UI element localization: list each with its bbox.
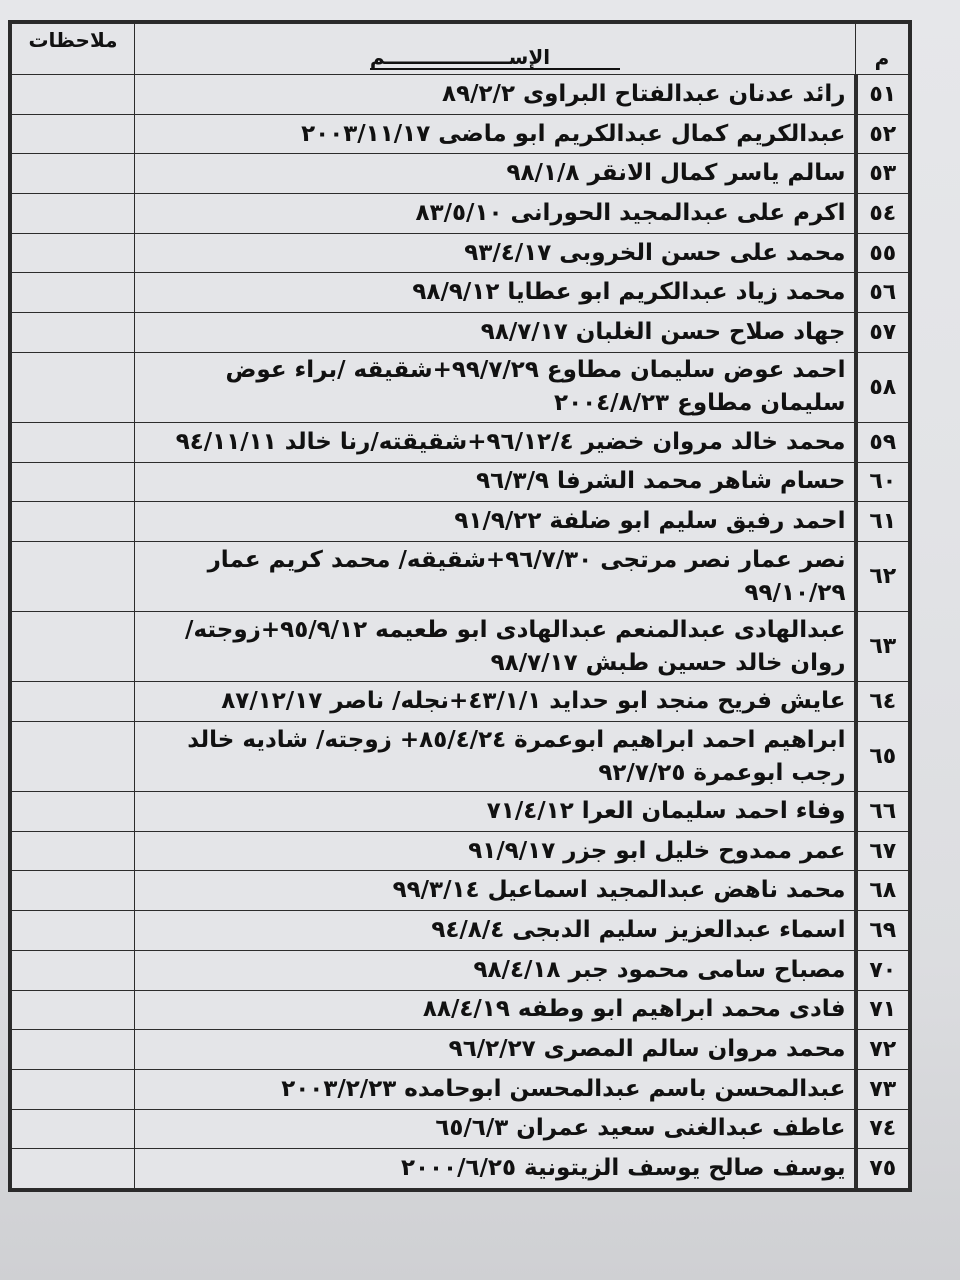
row-name: نصر عمار نصر مرتجى ٩٦/٧/٣٠+شقيقه/ محمد كريم عمار ٩٩/١٠/٢٩ — [135, 541, 856, 611]
row-number: ٥٩ — [856, 422, 909, 462]
row-name: عايش فريح منجد ابو حدايد ٤٣/١/١+نجله/ ناصر ٨٧/١٢/١٧ — [135, 682, 856, 722]
row-notes — [12, 1069, 135, 1109]
row-name: محمد خالد مروان خضير ٩٦/١٢/٤+شقيقته/رنا خالد ٩٤/١١/١١ — [135, 422, 856, 462]
row-number: ٥٢ — [856, 114, 909, 154]
row-number: ٧٣ — [856, 1069, 909, 1109]
row-name: ابراهيم احمد ابراهيم ابوعمرة ٨٥/٤/٢٤+ زوجته/ شاديه خالد رجب ابوعمرة ٩٢/٧/٢٥ — [135, 721, 856, 791]
row-name: محمد على حسن الخروبى ٩٣/٤/١٧ — [135, 233, 856, 273]
table-row — [12, 352, 909, 422]
header-name-label: الإســــــــــــــــــم — [370, 46, 620, 70]
row-name: حسام شاهر محمد الشرفا ٩٦/٣/٩ — [135, 462, 856, 502]
row-notes — [12, 1149, 135, 1189]
table-row — [12, 313, 909, 353]
row-number: ٧٠ — [856, 950, 909, 990]
table-row — [12, 462, 909, 502]
table-row — [12, 154, 909, 194]
row-name: عبدالهادى عبدالمنعم عبدالهادى ابو طعيمه ٩٥/٩/١٢+زوجته/ روان خالد حسين طبش ٩٨/٧/١٧ — [135, 612, 856, 682]
row-notes — [12, 352, 135, 422]
row-notes — [12, 990, 135, 1030]
row-notes — [12, 682, 135, 722]
row-notes — [12, 911, 135, 951]
row-number: ٦٤ — [856, 682, 909, 722]
row-number: ٥٦ — [856, 273, 909, 313]
table-row — [12, 871, 909, 911]
row-notes — [12, 871, 135, 911]
table-row — [12, 422, 909, 462]
row-number: ٧١ — [856, 990, 909, 1030]
table-row — [12, 502, 909, 542]
names-table — [11, 23, 909, 1189]
row-name: فادى محمد ابراهيم ابو وطفه ٨٨/٤/١٩ — [135, 990, 856, 1030]
table-row — [12, 990, 909, 1030]
table-row — [12, 612, 909, 682]
row-name: رائد عدنان عبدالفتاح البراوى ٨٩/٢/٢ — [135, 75, 856, 115]
row-number: ٧٥ — [856, 1149, 909, 1189]
row-number: ٥٧ — [856, 313, 909, 353]
row-notes — [12, 950, 135, 990]
table-row — [12, 75, 909, 115]
row-notes — [12, 462, 135, 502]
row-number: ٦٨ — [856, 871, 909, 911]
table-row — [12, 233, 909, 273]
row-notes — [12, 831, 135, 871]
row-name: يوسف صالح يوسف الزيتونية ٢٠٠٠/٦/٢٥ — [135, 1149, 856, 1189]
row-notes — [12, 114, 135, 154]
row-name: عاطف عبدالغنى سعيد عمران ٦٥/٦/٣ — [135, 1109, 856, 1149]
row-notes — [12, 1030, 135, 1070]
row-number: ٦٥ — [856, 721, 909, 791]
table-row — [12, 273, 909, 313]
row-notes — [12, 194, 135, 234]
row-number: ٥٥ — [856, 233, 909, 273]
row-number: ٧٢ — [856, 1030, 909, 1070]
row-name: سالم ياسر كمال الانقر ٩٨/١/٨ — [135, 154, 856, 194]
row-number: ٦٩ — [856, 911, 909, 951]
row-number: ٥١ — [856, 75, 909, 115]
row-name: محمد ناهض عبدالمجيد اسماعيل ٩٩/٣/١٤ — [135, 871, 856, 911]
row-name: محمد مروان سالم المصرى ٩٦/٢/٢٧ — [135, 1030, 856, 1070]
row-name: عبدالكريم كمال عبدالكريم ابو ماضى ٢٠٠٣/١١/١٧ — [135, 114, 856, 154]
row-number: ٦٣ — [856, 612, 909, 682]
table-row — [12, 1069, 909, 1109]
table-row — [12, 114, 909, 154]
table-row — [12, 1109, 909, 1149]
table-row — [12, 950, 909, 990]
header-number: م — [856, 24, 909, 75]
row-notes — [12, 273, 135, 313]
table-row — [12, 831, 909, 871]
table-row — [12, 1149, 909, 1189]
row-name: اسماء عبدالعزيز سليم الدبجى ٩٤/٨/٤ — [135, 911, 856, 951]
row-number: ٦٢ — [856, 541, 909, 611]
row-notes — [12, 541, 135, 611]
row-number: ٥٤ — [856, 194, 909, 234]
row-name: مصباح سامى محمود جبر ٩٨/٤/١٨ — [135, 950, 856, 990]
header-notes: ملاحظات — [12, 24, 135, 75]
row-number: ٦٧ — [856, 831, 909, 871]
row-notes — [12, 313, 135, 353]
row-notes — [12, 422, 135, 462]
table-row — [12, 721, 909, 791]
row-notes — [12, 233, 135, 273]
table-header-row — [12, 24, 909, 75]
row-name: وفاء احمد سليمان العرا ٧١/٤/١٢ — [135, 792, 856, 832]
row-name: عمر ممدوح خليل ابو جزر ٩١/٩/١٧ — [135, 831, 856, 871]
row-notes — [12, 154, 135, 194]
row-notes — [12, 721, 135, 791]
table-row — [12, 541, 909, 611]
table-row — [12, 911, 909, 951]
header-name — [135, 24, 856, 75]
row-notes — [12, 612, 135, 682]
row-name: عبدالمحسن باسم عبدالمحسن ابوحامده ٢٠٠٣/٢/٢٣ — [135, 1069, 856, 1109]
row-number: ٥٨ — [856, 352, 909, 422]
row-name: جهاد صلاح حسن الغلبان ٩٨/٧/١٧ — [135, 313, 856, 353]
table-row — [12, 1030, 909, 1070]
row-notes — [12, 75, 135, 115]
row-name: احمد رفيق سليم ابو ضلفة ٩١/٩/٢٢ — [135, 502, 856, 542]
row-number: ٦٠ — [856, 462, 909, 502]
row-notes — [12, 1109, 135, 1149]
row-name: اكرم على عبدالمجيد الحورانى ٨٣/٥/١٠ — [135, 194, 856, 234]
row-notes — [12, 502, 135, 542]
table-row — [12, 682, 909, 722]
names-table-frame — [8, 20, 912, 1192]
table-row — [12, 792, 909, 832]
row-name: محمد زياد عبدالكريم ابو عطايا ٩٨/٩/١٢ — [135, 273, 856, 313]
row-number: ٥٣ — [856, 154, 909, 194]
row-number: ٧٤ — [856, 1109, 909, 1149]
row-name: احمد عوض سليمان مطاوع ٩٩/٧/٢٩+شقيقه /براء عوض سليمان مطاوع ٢٠٠٤/٨/٢٣ — [135, 352, 856, 422]
table-row — [12, 194, 909, 234]
row-notes — [12, 792, 135, 832]
row-number: ٦٦ — [856, 792, 909, 832]
row-number: ٦١ — [856, 502, 909, 542]
